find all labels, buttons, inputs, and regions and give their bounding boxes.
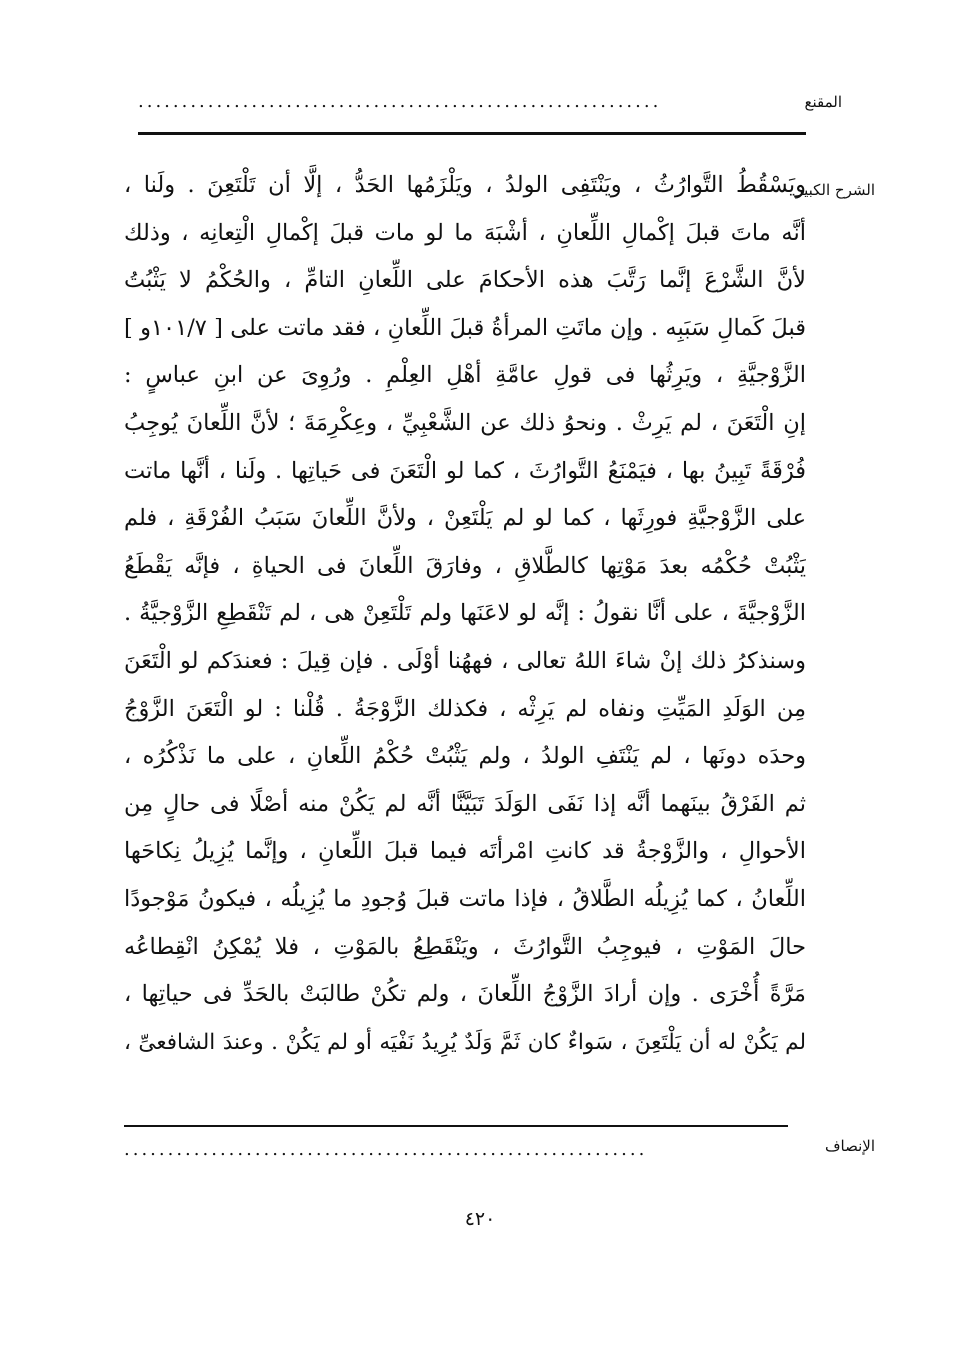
text-line: الزَّوْجيَّةَ ، على أنَّا نقولُ : إنَّه لو لاعَنَها ولم تَلْتَعِنْ هى ، لم تَنْقَطِعِ الزَّوْجيَّةُ . <box>124 600 806 627</box>
text-line: يَثْبُتْ حُكْمُه بعدَ مَوْتِها كالطَّلاقِ ، وفارَقَ اللِّعانَ فى الحياةِ ، فإنَّه يَقْطَعُ <box>124 552 806 579</box>
text-line: لأنَّ الشَّرْعَ إنَّما رَتَّبَ هذه الأحكامَ على اللِّعانِ التامِّ ، والحُكْمُ لا يَثْبُتُ <box>124 267 806 294</box>
text-line: مِن الوَلَدِ المَيِّتِ ونفاه لم يَرِثْه ، فكذلك الزَّوْجَةُ . قُلْنا : لو الْتَعَنَ الزَّوْجُ <box>124 695 806 722</box>
header-label: المقنع <box>804 93 842 111</box>
footer-label: الإنصاف <box>824 1137 875 1155</box>
text-line: ويَسْقُطُ التَّوارُثُ ، ويَنْتَفِى الولدُ ، ويَلْزَمُها الحَدُّ ، إلَّا أن تَلْتَعِنَ . ولَنا ، <box>124 172 806 198</box>
header-rule <box>138 132 806 135</box>
text-line: أنَّه ماتَ قبلَ إكْمالِ اللِّعانِ ، أشْبَهَ ما لو مات قبلَ إكْمالِ الْتِعانِه ، وذلك <box>124 219 806 246</box>
header-dotted-rule: ............................................................ <box>138 92 662 112</box>
text-line: إنِ الْتَعَنَ ، لم يَرِثْ . ونحوُ ذلك عن الشَّعْبِيِّ ، وعِكْرِمَةَ ؛ لأنَّ اللِّعانَ يُوجِبُ <box>124 409 806 436</box>
text-line: فُرْقَةً تَبِينُ بها ، فيَمْنَعُ التَّوارُثَ ، كما لو الْتَعَنَ فى حَياتِها . ولَنا ، أنَّها ماتت <box>124 457 806 484</box>
text-line: على الزَّوْجيَّةِ فورِثَها ، كما لو لم يَلْتَعِنْ ، ولأنَّ اللِّعانَ سَبَبُ الفُرْقَةِ ، فلم <box>124 505 806 532</box>
footer-rule <box>124 1125 788 1127</box>
text-line: حالَ المَوْتِ ، فيوجِبُ التَّوارُثَ ، ويَنْقَطِعُ بالمَوْتِ ، فلا يُمْكِنُ انْقِطاعُه <box>124 933 806 960</box>
text-line: مَرَّةً أُخْرَى . وإن أرادَ الزَّوْجُ اللِّعانَ ، ولم تكُنْ طالبَتْ بالحَدِّ فى حياتِها ، <box>124 981 806 1008</box>
side-label: الشرح الكبير <box>795 181 875 199</box>
footer-dotted-rule: ............................................................ <box>124 1140 648 1160</box>
text-line: وسنذكرُ ذلك إنْ شاءَ اللهُ تعالى ، فههُنا أوْلَى . فإن قِيلَ : فعندَكم لو الْتَعَنَ <box>124 647 806 674</box>
text-line: الزَّوْجيَّةِ ، ويَرِثُها فى قولِ عامَّةِ أهْلِ العِلْمِ . ورُوِىَ عن ابنِ عباسٍ : <box>124 362 806 389</box>
text-line: اللِّعانُ ، كما يُزِيلُه الطَّلاقُ ، فإذا ماتت قبلَ وُجودِ ما يُزِيلُه ، فيكونُ مَوْجودًا <box>124 885 806 912</box>
text-line: قبلَ كَمالِ سَبَبِه . وإن ماتَتِ المرأةُ قبلَ اللِّعانِ ، فقد ماتت على [ ١٠١/٧و ] <box>124 314 806 341</box>
text-line: لم يَكُنْ له أن يَلْتَعِنَ ، سَواءٌ كان ثَمَّ وَلَدٌ يُرِيدُ نَفْيَه أو لم يَكُنْ . وعندَ الشافعىِّ ، <box>124 1029 806 1055</box>
body-text <box>124 162 806 1066</box>
text-line: وحدَه دونَها ، لم يَنْتَفِ الولدُ ، ولم يَثْبُتْ حُكْمُ اللِّعانِ ، على ما نَذْكُرُه ، <box>124 743 806 770</box>
text-line: ثم الفَرْقُ بينَهما أنَّه إذا نَفَى الوَلَدَ تَبَيَّنَّا أنَّه لم يَكُنْ منه أصْلًا فى حالٍ مِن <box>124 790 806 817</box>
page-number: ٤٢٠ <box>464 1208 496 1230</box>
text-line: الأحوالِ ، والزَّوْجةُ قد كانتِ امْرأتَه فيما قبلَ اللِّعانِ ، وإنَّما يُزِيلُ نِكاحَها <box>124 838 806 865</box>
